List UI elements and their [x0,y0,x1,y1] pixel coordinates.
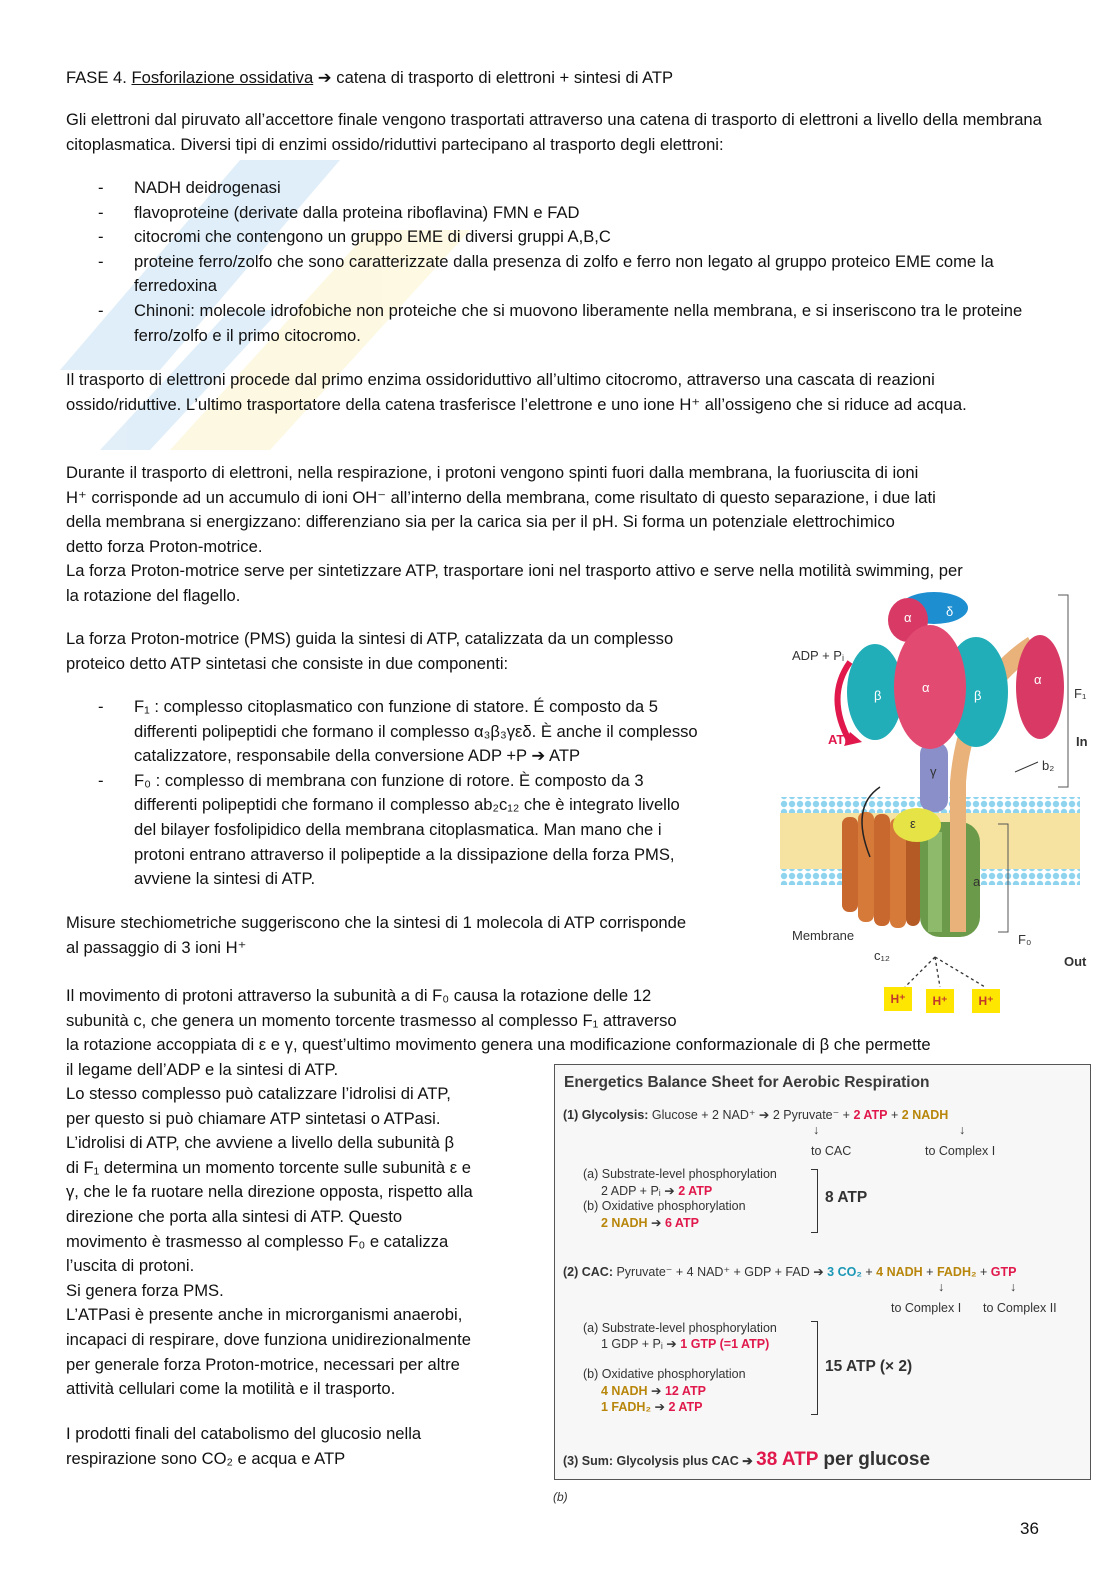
balance-sheet-title: Energetics Balance Sheet for Aerobic Respiration [564,1074,930,1091]
proton-badge: H⁺ [884,987,912,1011]
glycolysis-total: 8 ATP [825,1189,868,1206]
list-item: - citocromi che contengono un gruppo EME di diversi gruppi A,B,C [66,225,1050,250]
glycolysis-substrate-eq: 2 ADP + Pᵢ ➔ 2 ATP [601,1184,713,1198]
beta-label-right: β [974,688,982,703]
b2-label: b₂ [1042,758,1055,773]
bracket [811,1321,818,1415]
title-underlined: Fosforilazione ossidativa [131,68,314,87]
pmf-use-paragraph: La forza Proton-motrice serve per sintetizzare ATP, trasportare ioni nel trasporto attivo e serve nella motilità swimming, per la rotazione del flagello. [66,561,963,605]
rotation-paragraph: Il movimento di protoni attraverso la subunità a di F₀ causa la rotazione delle 12 subunità c, che genera un momento torcente trasmesso al complesso F₁ attraverso la rotazione accoppiata di ε e γ, quest’ultimo movimento genera una modificazione conformazionale di β che permette il legame dell’ADP e la sintesi di ATP. [66,986,931,1079]
hydrolysis-paragraph: Lo stesso complesso può catalizzare l’idrolisi di ATP, per questo si può chiamare ATP sintetasi o ATPasi. L’idrolisi di ATP, che avviene a livello della subunità β di F₁ determina un momento torcente sulle subunità ε e γ, che le fa ruotare nella direzione opposta, rispetto alla direzione che porta alla sintesi di ATP. Questo movimento è trasmesso al complesso F₀ e catalizza l’uscita di protoni. Si genera forza PMS. L’ATPasi è presente anche in microrganismi anaerobi, incapaci di respirare, dove funziona unidirezionalmente per generale forza Proton-motrice, necessari per altre attività cellulari come la motilità e il trasporto. [66,1084,473,1399]
glycolysis-substrate-level: (a) Substrate-level phosphorylation [583,1167,777,1181]
pmf-paragraph: Durante il trasporto di elettroni, nella respirazione, i protoni vengono spinti fuori dalla membrana, la fuoriuscita di ioni H⁺ corrisponde ad un accumulo di ioni OH⁻ all’interno della membrana, come risultato di questo separazione, i due lati della membrana si energizzano: differenziano sia per la carica sia per il pH. Si forma un potenziale elettrochimico detto forza Proton-motrice. [66,463,936,556]
cac-to-complex-ii: to Complex II [983,1301,1057,1315]
cac-substrate-level: (a) Substrate-level phosphorylation [583,1321,777,1335]
delta-label: δ [946,604,954,619]
cac-equation: (2) CAC: Pyruvate⁻ + 4 NAD⁺ + GDP + FAD ➔ 3 CO₂ + 4 NADH + FADH₂ + GTP [563,1265,1017,1279]
alpha-label-top: α [904,610,912,625]
cac-to-complex-i: to Complex I [891,1301,962,1315]
atp-synthase-figure [780,592,1100,1022]
down-arrow-icon: ↓ [1010,1280,1017,1294]
membrane-label: Membrane [792,928,855,943]
alpha-label-right: α [1034,672,1042,687]
intro-paragraph: Gli elettroni dal piruvato all’accettore finale vengono trasportati attraverso una catena di trasporto di elettroni a livello della membrana citoplasmatica. Diversi tipi di enzimi ossido/riduttivi partecipano al trasporto degli elettroni: [66,110,1042,154]
list-item-f0: - F₀ : complesso di membrana con funzione di rotore. È composto da 3 differenti polipeptidi che formano il complesso ab₂c₁₂ che è integrato livello del bilayer fosfolipidico della membrana citoplasmatica. Man mano che i protoni entrano attraverso il polipeptide a la dissipazione della forza PMS, avviene la sintesi di ATP. [66,769,776,892]
page-number: 36 [1020,1519,1039,1538]
down-arrow-icon: ↓ [938,1280,945,1294]
in-label: In [1076,734,1088,749]
proton-badge: H⁺ [972,989,1000,1013]
gamma-label: γ [930,764,937,779]
cac-oxidative-nadh: 4 NADH ➔ 12 ATP [601,1384,706,1398]
adp-pi-label: ADP + Pᵢ [792,648,845,663]
alpha-label-center: α [922,680,930,695]
down-arrow-icon: ↓ [813,1123,820,1137]
stoichiometry-paragraph: Misure stechiometriche suggeriscono che la sintesi di 1 molecola di ATP corrisponde al passaggio di 3 ioni H⁺ [66,913,687,957]
cac-total: 15 ATP (× 2) [825,1358,913,1375]
pms-paragraph: La forza Proton-motrice (PMS) guida la sintesi di ATP, catalizzata da un complesso proteico detto ATP sintetasi che consiste in due componenti: [66,629,674,673]
beta-label-left: β [874,688,882,703]
to-complex-i-label: to Complex I [925,1144,996,1158]
energetics-balance-sheet [554,1064,1091,1480]
glycolysis-oxidative: (b) Oxidative phosphorylation [583,1199,746,1213]
final-products-paragraph: I prodotti finali del catabolismo del glucosio nella respirazione sono CO₂ e acqua e ATP [66,1424,422,1468]
enzyme-list [66,176,1050,348]
cac-oxidative: (b) Oxidative phosphorylation [583,1367,746,1381]
list-item: - proteine ferro/zolfo che sono caratterizzate dalla presenza di zolfo e ferro non legato al gruppo proteico EME come la ferredoxina [66,250,1050,299]
list-item: - NADH deidrogenasi [66,176,1050,201]
f0-label: F₀ [1018,932,1032,947]
list-item-f1: - F₁ : complesso citoplasmatico con funzione di statore. É composto da 5 differenti polipeptidi che formano il complesso α₃β₃γεδ. È anche il complesso catalizzatore, responsabile della conversione ADP +P ➔ ATP [66,695,776,769]
cac-substrate-eq: 1 GDP + Pᵢ ➔ 1 GTP (=1 ATP) [601,1337,770,1351]
section-title: FASE 4. Fosforilazione ossidativa ➔ catena di trasporto di elettroni + sintesi di ATP [66,68,674,87]
down-arrow-icon: ↓ [959,1123,966,1137]
glycolysis-equation: (1) Glycolysis: Glucose + 2 NAD⁺ ➔ 2 Pyruvate⁻ + 2 ATP + 2 NADH [563,1108,949,1122]
subunit-a-label: a [973,874,981,889]
to-cac-label: to CAC [811,1144,852,1158]
list-item: - Chinoni: molecole idrofobiche non proteiche che si muovono liberamente nella membrana, e si inseriscono tra le proteine ferro/zolfo e il primo citocromo. [66,299,1050,348]
components-list [66,695,776,892]
proton-badge: H⁺ [926,989,954,1013]
figure-caption: (b) [553,1490,568,1504]
atp-label: ATP [828,732,854,747]
out-label: Out [1064,954,1087,969]
f1-label: F₁ [1074,686,1087,701]
c12-label: c₁₂ [874,948,890,963]
cac-oxidative-fadh: 1 FADH₂ ➔ 2 ATP [601,1400,703,1414]
list-item: - flavoproteine (derivate dalla proteina riboflavina) FMN e FAD [66,201,1050,226]
epsilon-label: ε [910,816,916,831]
transport-paragraph: Il trasporto di elettroni procede dal primo enzima ossidoriduttivo all’ultimo citocromo, attraverso una cascata di reazioni ossido/riduttive. L’ultimo trasportatore della catena trasferisce l’elettrone e uno ione H⁺ all’ossigeno che si riduce ad acqua. [66,370,967,414]
glycolysis-oxidative-eq: 2 NADH ➔ 6 ATP [601,1216,700,1230]
sum-line: (3) Sum: Glycolysis plus CAC ➔ 38 ATP per glucose [563,1449,931,1470]
bracket [811,1169,818,1233]
